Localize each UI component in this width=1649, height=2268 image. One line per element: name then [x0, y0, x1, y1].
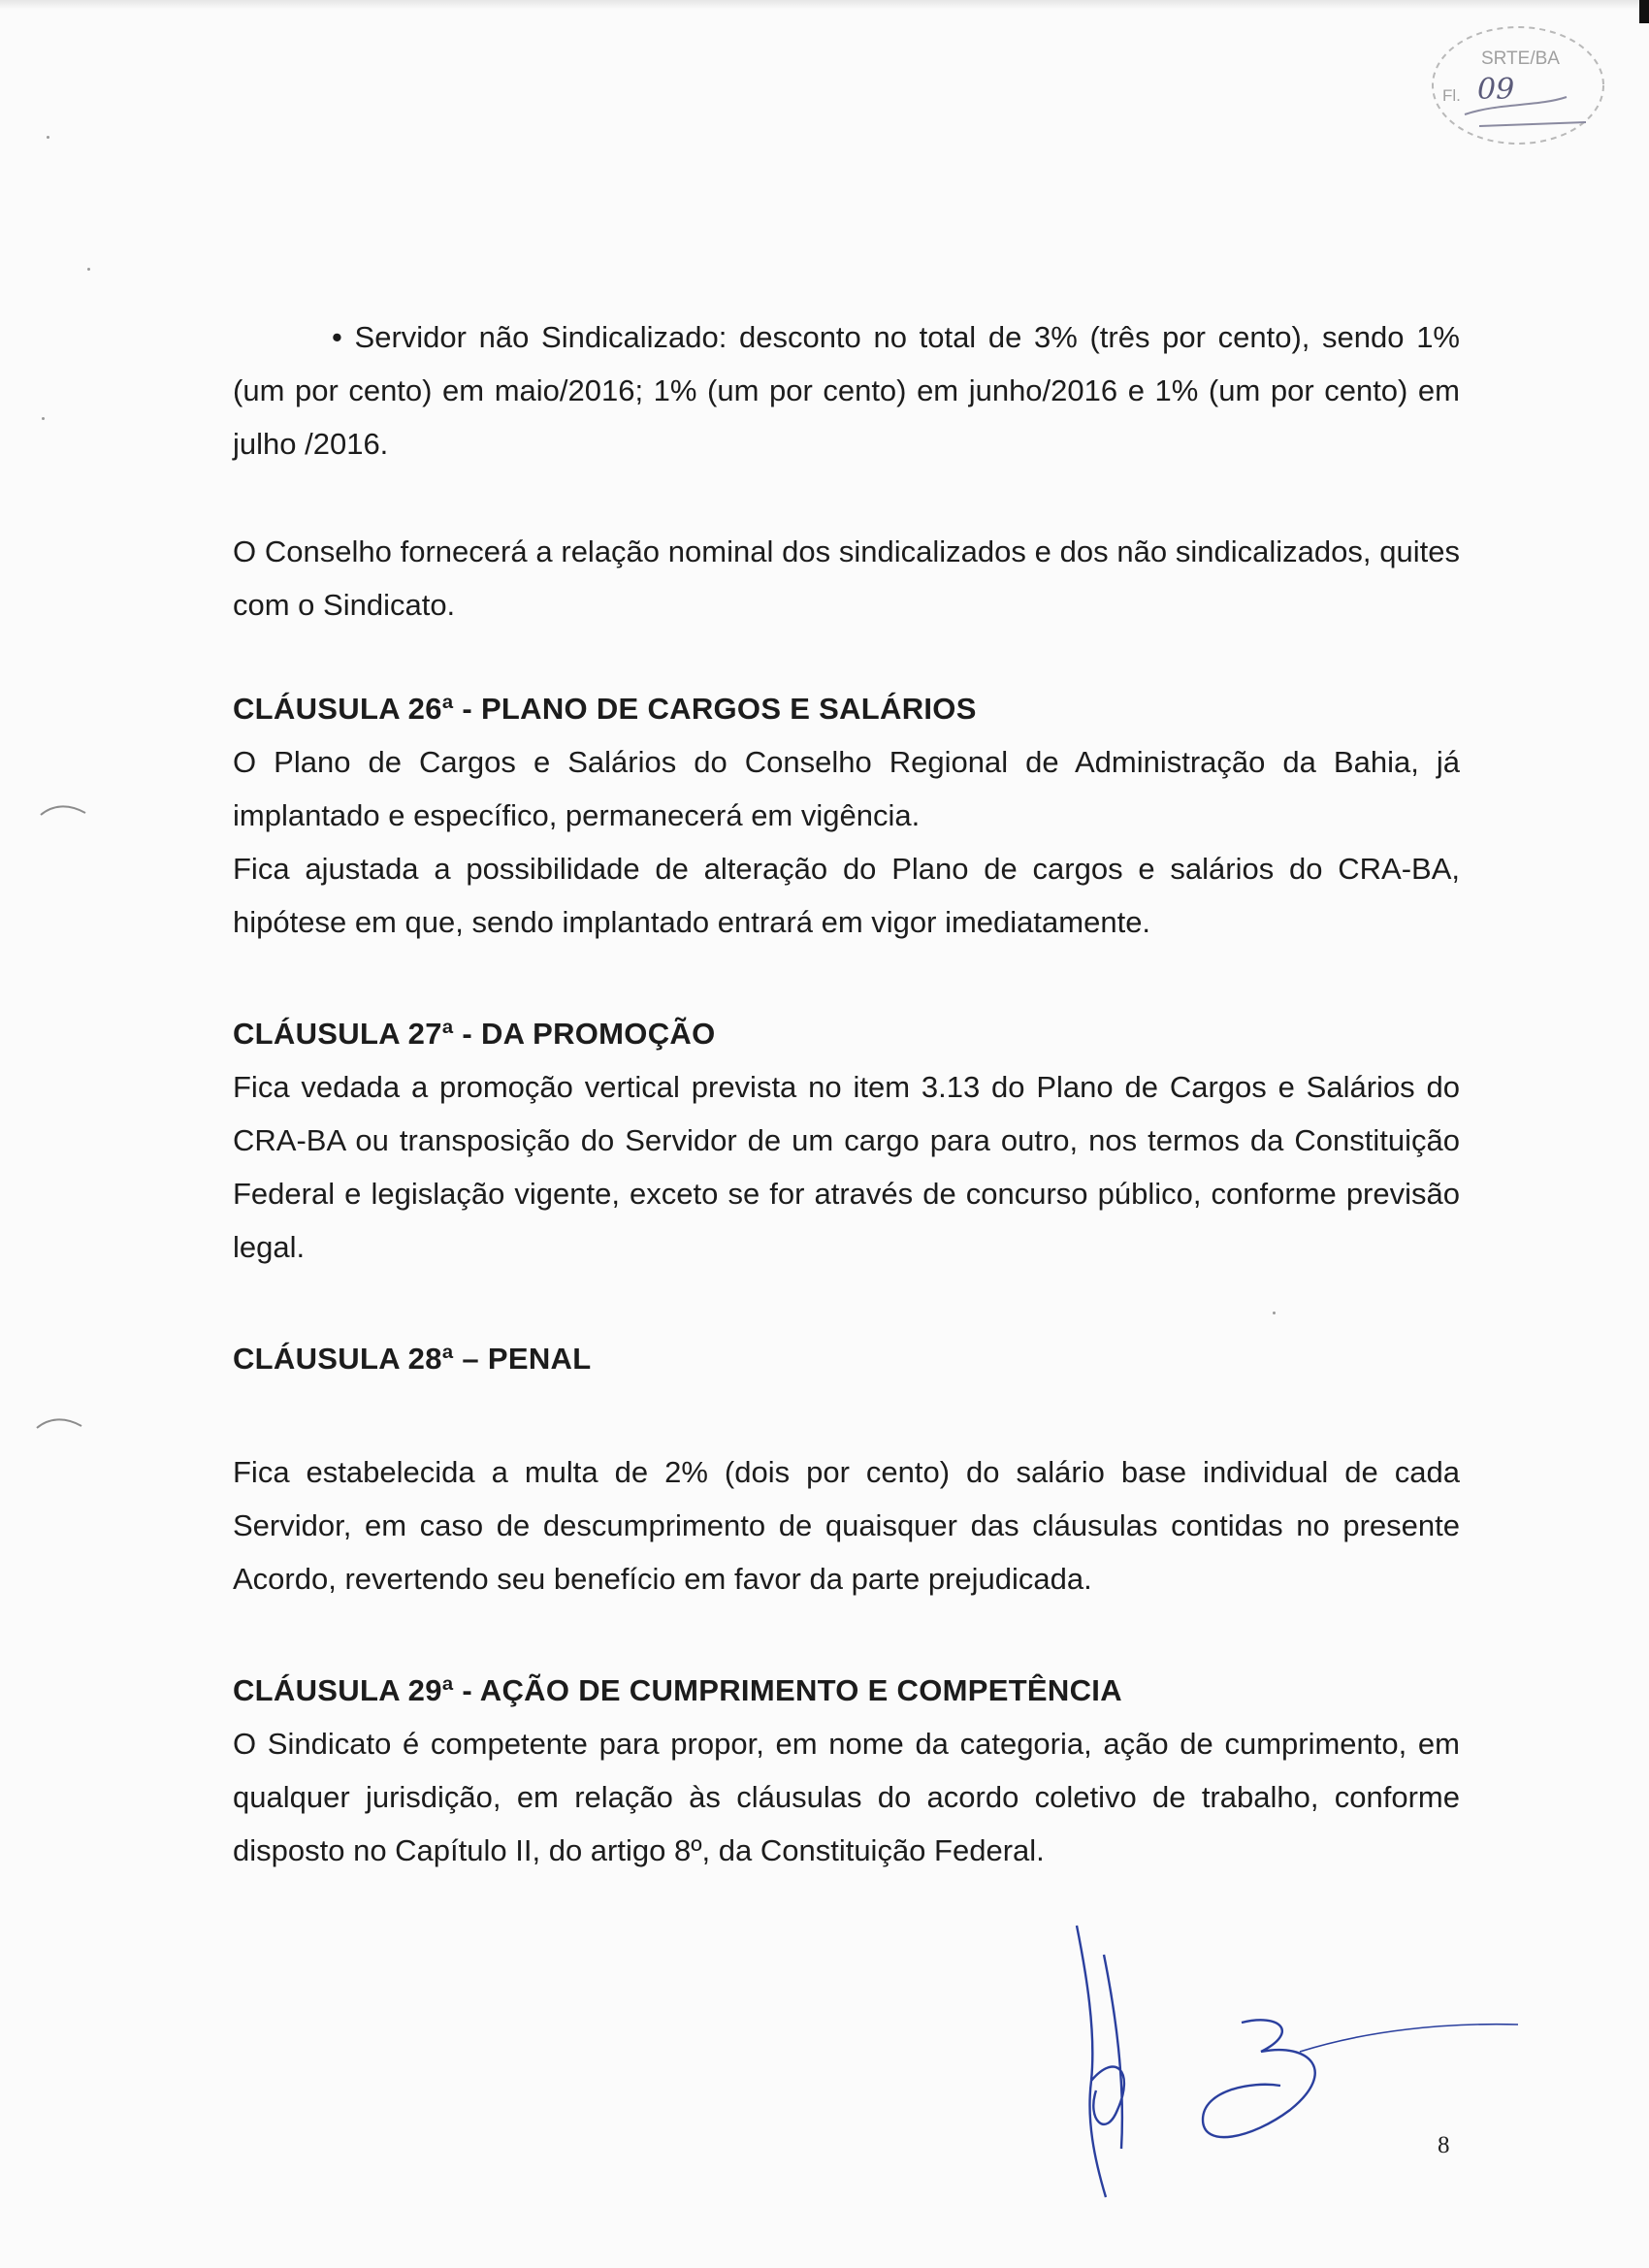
bullet-text: Servidor não Sindicalizado: desconto no total de 3% (três por cento), sendo 1% (um por cento) em maio/2016; 1% (um por cento) em junho/2016 e 1% (um por cento) em julho /2016. [233, 320, 1460, 461]
page-number: 8 [1438, 2132, 1450, 2158]
clause-28-paragraph: Fica estabelecida a multa de 2% (dois por cento) do salário base individual de cada Servidor, em caso de descumprimento de quaisquer das cláusulas contidas no presente Acordo, revertendo seu benefício em favor da parte prejudicada. [233, 1455, 1460, 1596]
handwritten-initials [1057, 1916, 1523, 2207]
clause-26-paragraph-1: O Plano de Cargos e Salários do Conselho Regional de Administração da Bahia, já implantado e específico, permanecerá em vigência. [233, 745, 1460, 832]
clause-29-paragraph: O Sindicato é competente para propor, em nome da categoria, ação de cumprimento, em qualquer jurisdição, em relação às cláusulas do acordo coletivo de trabalho, conforme disposto no Capítulo II, do artigo 8º, da Constituição Federal. [233, 1727, 1460, 1867]
scan-speck [47, 136, 49, 139]
clause-26-heading: CLÁUSULA 26ª - PLANO DE CARGOS E SALÁRIOS [233, 692, 977, 726]
clause-27-heading: CLÁUSULA 27ª - DA PROMOÇÃO [233, 1017, 716, 1051]
margin-scan-mark [39, 801, 89, 819]
document-body [233, 310, 1460, 1877]
bullet-paragraph [233, 310, 1460, 470]
clause-26-paragraph-2: Fica ajustada a possibilidade de alteração do Plano de cargos e salários do CRA-BA, hipótese em que, sendo implantado entrará em vigor imediatamente. [233, 852, 1460, 939]
stamp-sheet-label: Fl. [1442, 86, 1461, 105]
clause-28-heading: CLÁUSULA 28ª – PENAL [233, 1342, 592, 1376]
bullet-symbol: • [332, 320, 342, 354]
clause-27-paragraph: Fica vedada a promoção vertical prevista no item 3.13 do Plano de Cargos e Salários do CRA-BA ou transposição do Servidor de um cargo para outro, nos termos da Constituição Federal e legislação vigente, exceto se for através de concurso público, conforme previsão legal. [233, 1070, 1460, 1264]
registration-stamp [1421, 17, 1610, 153]
margin-scan-mark [35, 1414, 85, 1432]
scan-edge [0, 0, 1649, 10]
clause-29-heading: CLÁUSULA 29ª - AÇÃO DE CUMPRIMENTO E COMPETÊNCIA [233, 1673, 1122, 1707]
paragraph-conselho: O Conselho fornecerá a relação nominal dos sindicalizados e dos não sindicalizados, quites com o Sindicato. [233, 535, 1460, 622]
stamp-sheet-number: 09 [1477, 73, 1515, 107]
scan-corner-mark [1639, 0, 1649, 23]
stamp-org-text: SRTE/BA [1481, 49, 1560, 69]
scan-speck [42, 417, 45, 420]
scan-speck [87, 268, 90, 271]
